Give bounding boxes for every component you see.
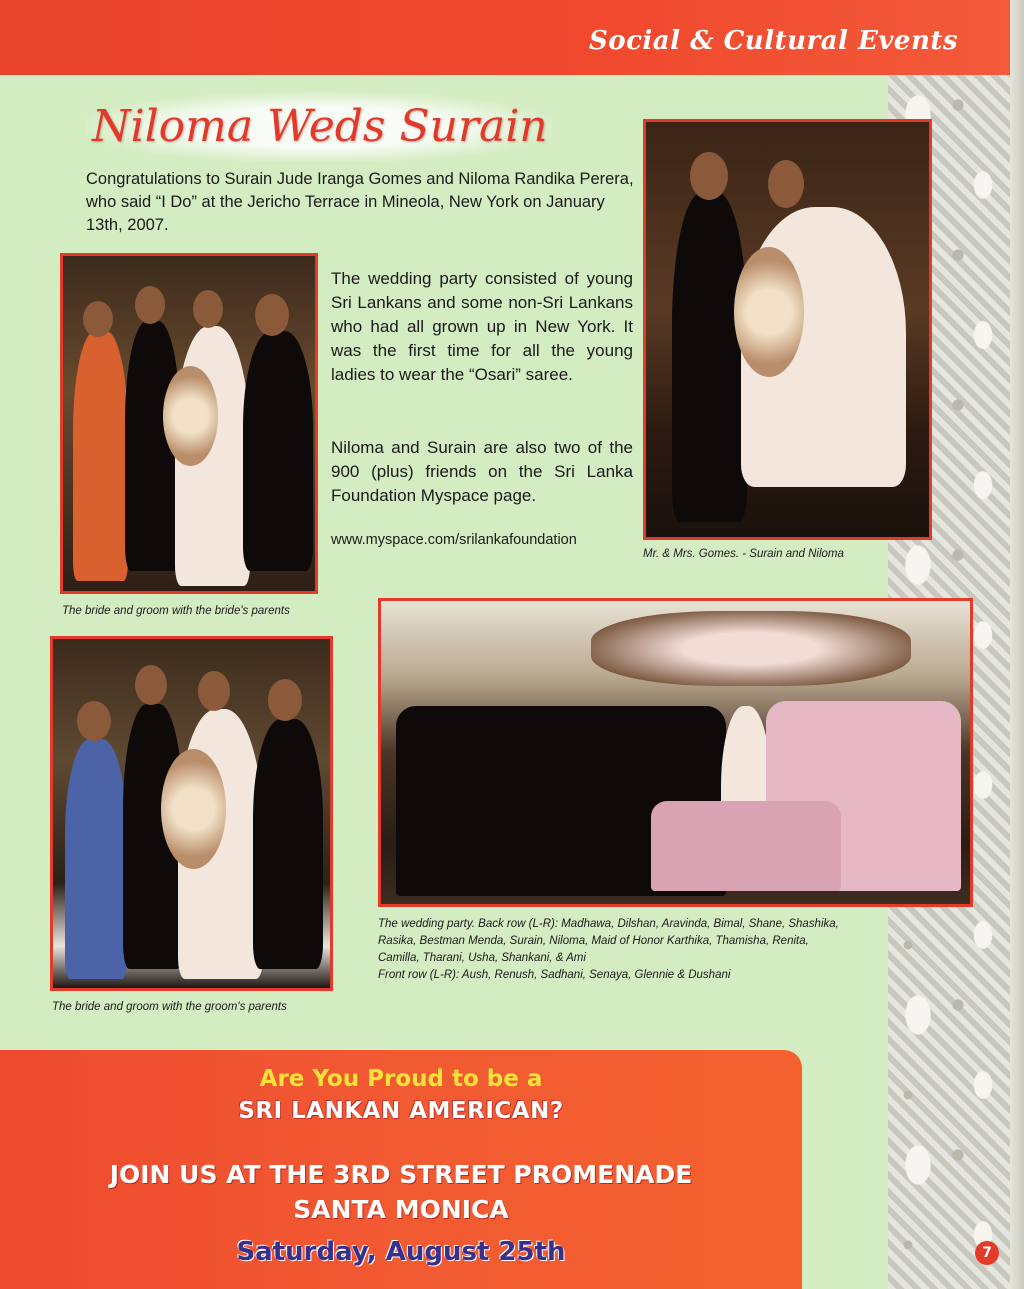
bride-head [193,290,223,328]
section-header [0,0,1010,75]
photo-grooms-parents [50,636,333,991]
advert-line-3: JOIN US AT THE 3RD STREET PROMENADE [109,1160,693,1189]
father-head [255,294,289,336]
advert-line-5: Saturday, August 25th [236,1237,566,1267]
groom-head [690,152,728,200]
myspace-url: www.myspace.com/srilankafoundation [331,532,577,548]
bride-head [198,671,230,711]
caption-couple: Mr. & Mrs. Gomes. - Surain and Niloma [643,548,844,560]
groom-figure [672,192,747,522]
article-headline: Niloma Weds Surain [86,92,552,162]
children-front-row [651,801,841,891]
article-paragraph-1: The wedding party consisted of young Sri Lankans and some non-Sri Lankans who had all grown up in New York. It was the first time for all the young ladies to wear the “Osari” saree. [331,269,633,384]
bride-head [768,160,804,208]
photo-brides-parents [60,253,318,594]
bouquet [161,749,226,869]
photo-wedding-party [378,598,973,907]
groom-head [135,286,165,324]
page-number: 7 [975,1241,999,1265]
advert-line-1: Are You Proud to be a [259,1066,543,1092]
mother-figure [65,739,127,979]
article-paragraph-2: Niloma and Surain are also two of the 900 (plus) friends on the Sri Lanka Foundation Myspace page. [331,438,633,505]
father-figure [243,331,313,571]
bouquet [734,247,804,377]
advert-line-2: SRI LANKAN AMERICAN? [238,1098,564,1124]
mother-head [77,701,111,741]
caption-brides-parents: The bride and groom with the bride's parents [62,605,290,617]
mother-head [83,301,113,337]
groom-head [135,665,167,705]
caption-party-line-4: Front row (L-R): Aush, Renush, Sadhani, Senaya, Glennie & Dushani [378,969,731,981]
caption-party-line-3: Camilla, Tharani, Usha, Shankani, & Ami [378,952,586,964]
article-intro: Congratulations to Surain Jude Iranga Gomes and Niloma Randika Perera, who said “I Do” at the Jericho Terrace in Mineola, New York on January 13th, 2007. [86,170,634,234]
caption-party-line-2: Rasika, Bestman Menda, Surain, Niloma, Maid of Honor Karthika, Thamisha, Renita, [378,935,809,947]
caption-grooms-parents: The bride and groom with the groom's parents [52,1001,287,1013]
father-head [268,679,302,721]
caption-wedding-party [378,916,918,984]
bouquet [163,366,218,466]
father-figure [253,719,323,969]
page-edge [1010,0,1024,1289]
photo-couple [643,119,932,540]
caption-party-line-1: The wedding party. Back row (L-R): Madhawa, Dilshan, Aravinda, Bimal, Shane, Shashika, [378,918,839,930]
advert-line-4: SANTA MONICA [293,1195,509,1224]
floral-arrangement [591,611,911,686]
mother-figure [73,331,128,581]
section-title: Social & Cultural Events [588,26,958,56]
